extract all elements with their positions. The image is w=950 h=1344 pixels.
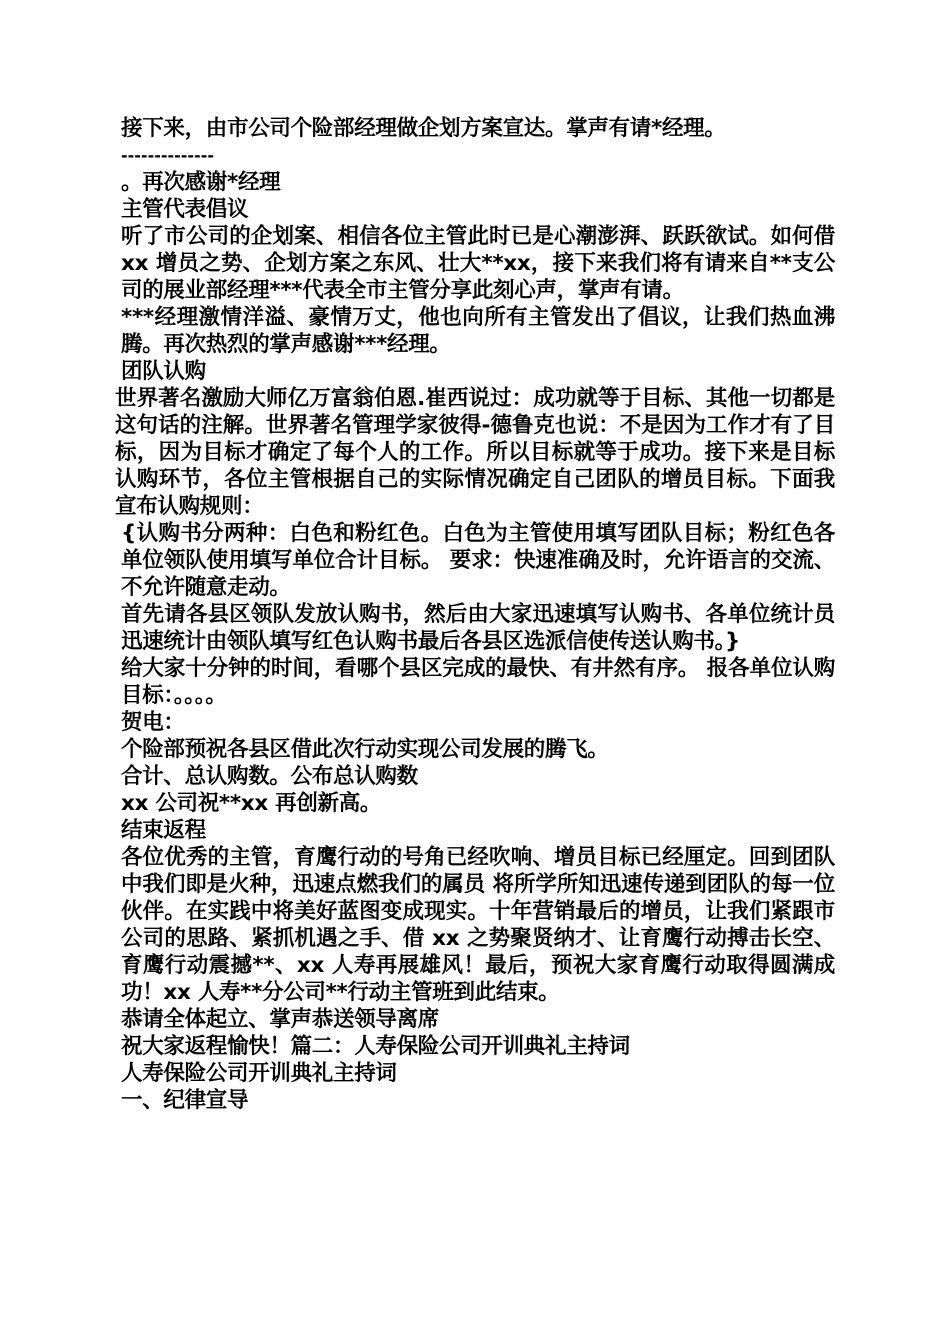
paragraph: 。再次感谢*经理 <box>121 170 281 195</box>
paragraph: 各位优秀的主管，育鹰行动的号角已经吹响、增员目标已经厘定。回到团队中我们即是火种，迅速点燃我们的属员 将所学所知迅速传递到团队的每一位伙伴。在实践中将美好蓝图变成现实。十年营销最后的增员，让我们紧跟市公司的思路、紧抓机遇之手、借 xx 之势聚贤纳才、让育鹰行动搏击长空、育鹰行动震撼**、xx 人寿再展雄风！最后，预祝大家育鹰行动取得圆满成功！xx 人寿**分公司**行动主管班到此结束。 <box>121 845 835 1005</box>
section-heading: 一、纪律宣导 <box>121 1088 249 1113</box>
paragraph: 合计、总认购数。公布总认购数 <box>121 764 418 789</box>
separator-line: -------------- <box>121 146 214 165</box>
paragraph: xx 公司祝**xx 再创新高。 <box>121 791 382 816</box>
paragraph: 听了市公司的企划案、相信各位主管此时已是心潮澎湃、跃跃欲试。如何借 xx 增员之势、企划方案之东风、壮大**xx，接下来我们将有请来自**支公司的展业部经理***代表全市主管分享此刻心声，掌声有请。 <box>121 224 835 303</box>
paragraph: 祝大家返程愉快！篇二：人寿保险公司开训典礼主持词 <box>121 1034 630 1059</box>
paragraph: 恭请全体起立、掌声恭送领导离席 <box>121 1007 440 1032</box>
section-heading: 团队认购 <box>121 359 206 384</box>
paragraph: 个险部预祝各县区借此次行动实现公司发展的腾飞。 <box>121 737 609 762</box>
document-page <box>115 115 835 1114</box>
paragraph: 接下来，由市公司个险部经理做企划方案宣达。掌声有请*经理。 <box>121 116 726 141</box>
paragraph: 给大家十分钟的时间，看哪个县区完成的最快、有井然有序。 报各单位认购目标：。。。。 <box>121 656 835 708</box>
section-heading: 结束返程 <box>121 818 206 843</box>
paragraph: {认购书分两种：白色和粉红色。白色为主管使用填写团队目标；粉红色各单位领队使用填写单位合计目标。 要求：快速准确及时，允许语言的交流、不允许随意走动。 <box>121 521 835 600</box>
paragraph: 首先请各县区领队发放认购书，然后由大家迅速填写认购书、各单位统计员迅速统计由领队填写红色认购书最后各县区选派信使传送认购书。} <box>121 602 835 654</box>
paragraph: 贺电： <box>121 710 185 735</box>
section-heading: 人寿保险公司开训典礼主持词 <box>121 1061 397 1086</box>
paragraph: ***经理激情洋溢、豪情万丈，他也向所有主管发出了倡议，让我们热血沸腾。再次热烈的掌声感谢***经理。 <box>121 305 835 357</box>
paragraph: 世界著名激励大师亿万富翁伯恩.崔西说过：成功就等于目标、其他一切都是这句话的注解。世界著名管理学家彼得-德鲁克也说：不是因为工作才有了目标，因为目标才确定了每个人的工作。所以目标就等于成功。接下来是目标认购环节，各位主管根据自己的实际情况确定自己团队的增员目标。下面我宣布认购规则： <box>115 386 835 519</box>
section-heading: 主管代表倡议 <box>121 197 249 222</box>
